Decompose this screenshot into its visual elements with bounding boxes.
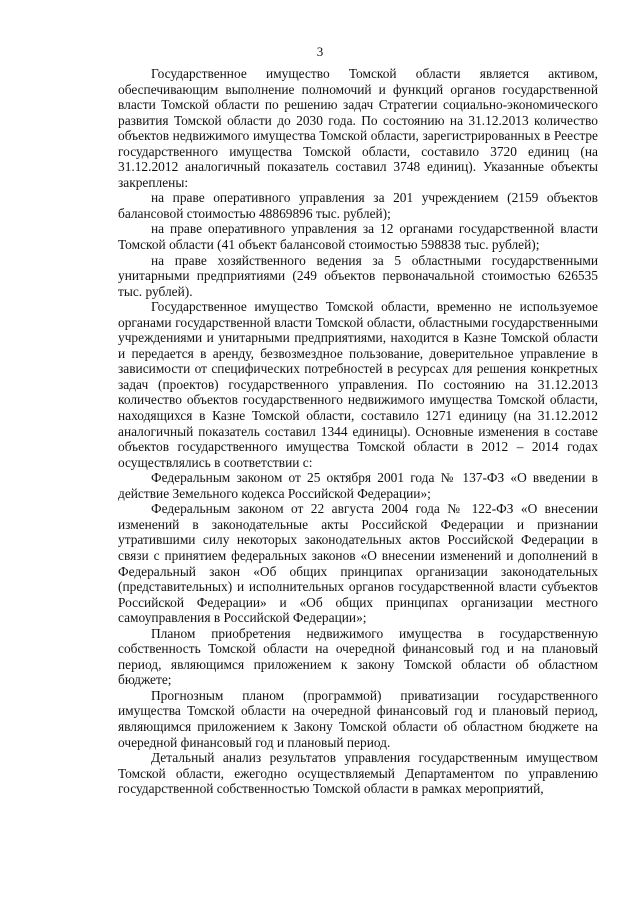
paragraph-federal-law-122: Федеральным законом от 22 августа 2004 года № 122-ФЗ «О внесении изменений в законодательные акты Российской Федерации и признании утратившими силу некоторых законодательных актов Российской Федерации в связи с принятием федеральных законов «О внесении изменений и дополнений в Федеральный закон «Об общих принципах организации законодательных (представительных) и исполнительных органов государственной власти субъектов Российской Федерации» и «Об общих принципах организации местного самоуправления в Российской Федерации»;	[118, 501, 598, 626]
paragraph-detailed-analysis: Детальный анализ результатов управления государственным имуществом Томской области, ежегодно осуществляемый Департаментом по управлению государственной собственностью Томской области в рамках мероприятий,	[118, 750, 598, 797]
document-body	[118, 66, 598, 797]
paragraph-operational-management-institutions: на праве оперативного управления за 201 учреждением (2159 объектов балансовой стоимостью 48869896 тыс. рублей);	[118, 190, 598, 221]
paragraph-federal-law-137: Федеральным законом от 25 октября 2001 года № 137-ФЗ «О введении в действие Земельного кодекса Российской Федерации»;	[118, 470, 598, 501]
paragraph-acquisition-plan: Планом приобретения недвижимого имущества в государственную собственность Томской области на очередной финансовый год и на плановый период, являющимся приложением к закону Томской области об областном бюджете;	[118, 625, 598, 688]
paragraph-treasury-property: Государственное имущество Томской области, временно не используемое органами государственной власти Томской области, областными государственными учреждениями и унитарными предприятиями, находится в Казне Томской области и передается в аренду, безвозмездное пользование, доверительное управление в зависимости от специфических потребностей в ресурсах для решения конкретных задач (проектов) государственного управления. По состоянию на 31.12.2013 количество объектов государственного недвижимого имущества Томской области, находящихся в Казне Томской области, составило 1271 единицу (на 31.12.2012 аналогичный показатель составил 1344 единицы). Основные изменения в составе объектов государственного имущества Томской области в 2012 – 2014 годах осуществлялись в соответствии с:	[118, 299, 598, 470]
page-number: 3	[316, 44, 324, 59]
paragraph-economic-management-enterprises: на праве хозяйственного ведения за 5 областными государственными унитарными предприятиями (249 объектов первоначальной стоимостью 626535 тыс. рублей).	[118, 252, 598, 299]
paragraph-operational-management-authorities: на праве оперативного управления за 12 органами государственной власти Томской области (41 объект балансовой стоимостью 598838 тыс. рублей);	[118, 221, 598, 253]
paragraph-state-property-intro: Государственное имущество Томской области является активом, обеспечивающим выполнение полномочий и функций органов государственной власти Томской области по решению задач Стратегии социально-экономического развития Томской области до 2030 года. По состоянию на 31.12.2013 количество объектов недвижимого имущества Томской области, зарегистрированных в Реестре государственного имущества Томской области, составило 3720 единиц (на 31.12.2012 аналогичный показатель составил 3748 единиц). Указанные объекты закреплены:	[118, 66, 598, 190]
paragraph-privatization-plan: Прогнозным планом (программой) приватизации государственного имущества Томской области на очередной финансовый год и плановый период, являющимся приложением к Закону Томской области об областном бюджете на очередной финансовый год и плановый период.	[118, 687, 598, 750]
